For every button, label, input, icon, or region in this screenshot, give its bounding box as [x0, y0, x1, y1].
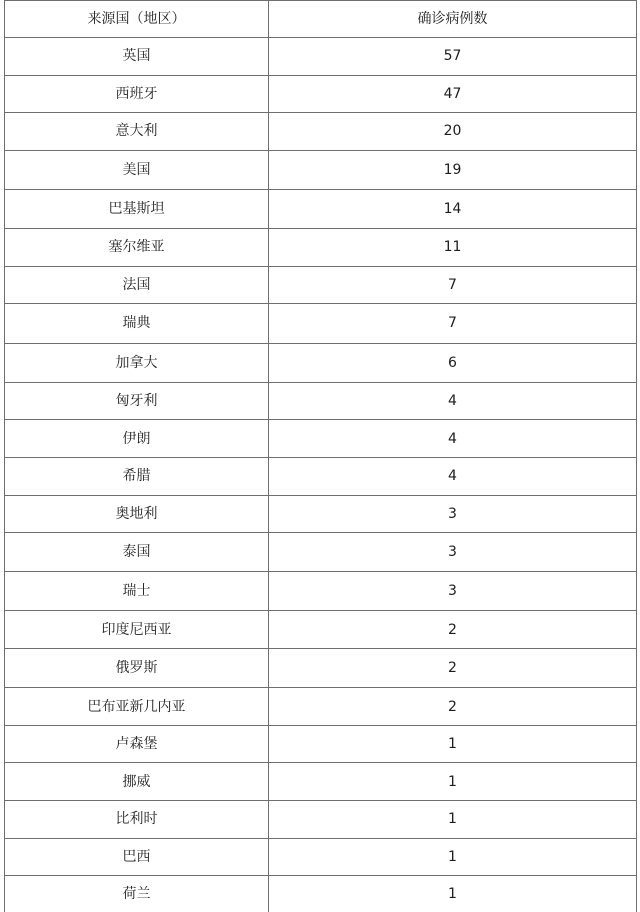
- count-cell: 1: [269, 801, 637, 839]
- country-cell: 印度尼西亚: [5, 611, 269, 649]
- table-header-row: [5, 1, 637, 38]
- header-source-country: 来源国（地区）: [5, 1, 269, 38]
- country-cell: 巴基斯坦: [5, 189, 269, 228]
- country-cell: 巴布亚新几内亚: [5, 688, 269, 726]
- country-cell: 西班牙: [5, 75, 269, 113]
- table-row: [5, 420, 637, 458]
- count-cell: 1: [269, 725, 637, 763]
- country-cell: 泰国: [5, 533, 269, 572]
- country-cell: 瑞典: [5, 304, 269, 343]
- table-row: [5, 688, 637, 726]
- count-cell: 4: [269, 457, 637, 495]
- country-cell: 塞尔维亚: [5, 229, 269, 267]
- country-cell: 意大利: [5, 113, 269, 151]
- cases-table-container: [4, 0, 636, 912]
- country-cell: 瑞士: [5, 572, 269, 611]
- country-cell: 匈牙利: [5, 382, 269, 420]
- table-row: [5, 533, 637, 572]
- table-row: [5, 75, 637, 113]
- country-cell: 英国: [5, 38, 269, 76]
- country-cell: 加拿大: [5, 343, 269, 382]
- table-row: [5, 457, 637, 495]
- count-cell: 4: [269, 420, 637, 458]
- country-cell: 美国: [5, 150, 269, 189]
- count-cell: 1: [269, 838, 637, 876]
- table-row: [5, 343, 637, 382]
- country-cell: 俄罗斯: [5, 649, 269, 688]
- count-cell: 3: [269, 572, 637, 611]
- table-row: [5, 495, 637, 533]
- count-cell: 4: [269, 382, 637, 420]
- table-row: [5, 150, 637, 189]
- table-row: [5, 38, 637, 76]
- count-cell: 2: [269, 688, 637, 726]
- table-row: [5, 304, 637, 343]
- table-row: [5, 382, 637, 420]
- country-cell: 伊朗: [5, 420, 269, 458]
- imported-cases-table: [4, 0, 637, 912]
- count-cell: 1: [269, 763, 637, 801]
- count-cell: 6: [269, 343, 637, 382]
- country-cell: 奥地利: [5, 495, 269, 533]
- table-row: [5, 763, 637, 801]
- count-cell: 7: [269, 304, 637, 343]
- table-row: [5, 229, 637, 267]
- header-confirmed-cases: 确诊病例数: [269, 1, 637, 38]
- count-cell: 14: [269, 189, 637, 228]
- count-cell: 3: [269, 495, 637, 533]
- table-row: [5, 266, 637, 304]
- table-row: [5, 189, 637, 228]
- country-cell: 挪威: [5, 763, 269, 801]
- table-row: [5, 649, 637, 688]
- count-cell: 1: [269, 876, 637, 912]
- country-cell: 巴西: [5, 838, 269, 876]
- count-cell: 7: [269, 266, 637, 304]
- count-cell: 2: [269, 611, 637, 649]
- country-cell: 法国: [5, 266, 269, 304]
- table-row: [5, 113, 637, 151]
- table-row: [5, 572, 637, 611]
- country-cell: 比利时: [5, 801, 269, 839]
- count-cell: 11: [269, 229, 637, 267]
- count-cell: 57: [269, 38, 637, 76]
- country-cell: 卢森堡: [5, 725, 269, 763]
- count-cell: 20: [269, 113, 637, 151]
- count-cell: 3: [269, 533, 637, 572]
- table-row: [5, 725, 637, 763]
- count-cell: 19: [269, 150, 637, 189]
- country-cell: 荷兰: [5, 876, 269, 912]
- count-cell: 47: [269, 75, 637, 113]
- table-row: [5, 801, 637, 839]
- country-cell: 希腊: [5, 457, 269, 495]
- table-row: [5, 838, 637, 876]
- table-row: [5, 611, 637, 649]
- count-cell: 2: [269, 649, 637, 688]
